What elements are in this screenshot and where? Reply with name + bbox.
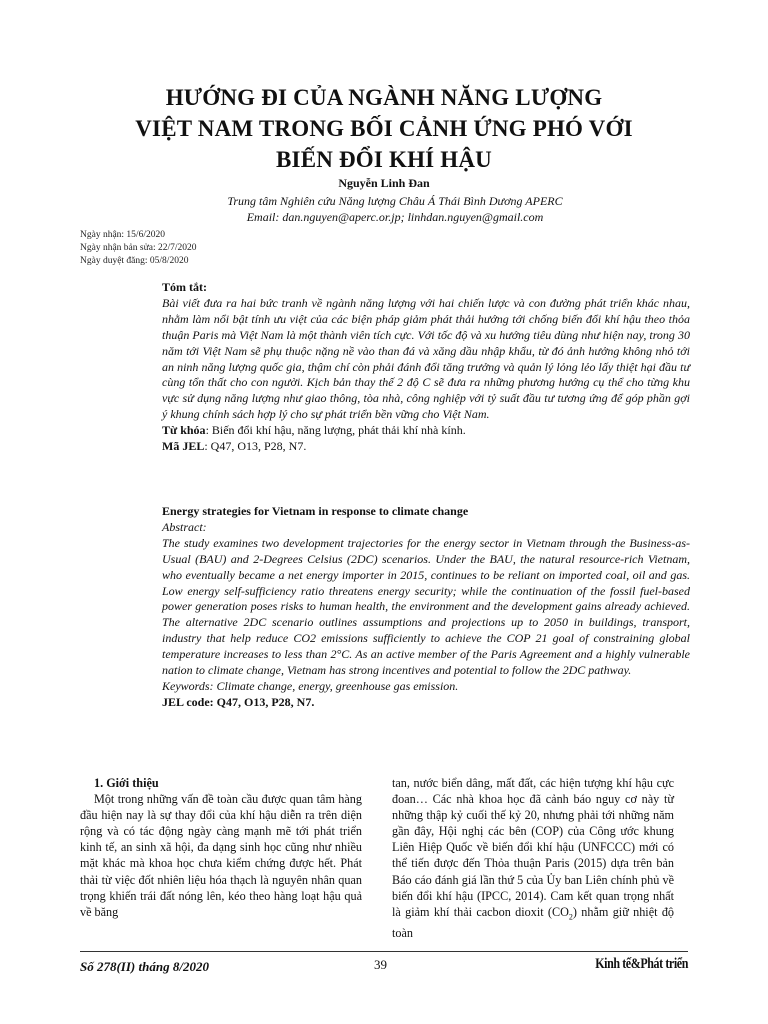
vn-keywords-label: Từ khóa — [162, 423, 206, 438]
title-line-1: HƯỚNG ĐI CỦA NGÀNH NĂNG LƯỢNG — [165, 85, 603, 110]
paper-title — [60, 82, 708, 175]
affiliation: Trung tâm Nghiên cứu Năng lượng Châu Á Thái Bình Dương APERC — [227, 194, 563, 208]
title-line-2: VIỆT NAM TRONG BỐI CẢNH ỨNG PHÓ VỚI — [135, 116, 633, 141]
author-email: Email: dan.nguyen@aperc.or.jp; linhdan.nguyen@gmail.com — [246, 210, 544, 224]
vn-abstract-text: Bài viết đưa ra hai bức tranh về ngành năng lượng với hai chiến lược và con đường phát triển khác nhau, nhằm làm nổi bật tính ưu việt của các biện pháp giảm phát thải hướng tới chống biến đổi khí hậu theo thỏa thuận Paris mà Việt Nam là một thành viên tích cực. Với tốc độ và xu hướng tiêu dùng như hiện nay, trong 30 năm tới Việt Nam sẽ phụ thuộc nặng nề vào than đá và xăng dầu nhập khẩu, từ đó ảnh hưởng không nhỏ tới an ninh năng lượng quốc gia, thậm chí còn phải đánh đổi tăng trưởng và quản lý lỏng lẻo lấy thiệt hại đầu tư cùng tổn thất cho con người. Kịch bản thay thế 2 độ C sẽ đưa ra những phương hướng cụ thể cho từng khu vực sử dụng năng lượng như giao thông, tòa nhà, công nghiệp với tỷ suất đầu tư tương ứng để góp phần gợi ý khung chính sách hợp lý cho sự phát triển bền vững cho Việt Nam. — [162, 295, 690, 422]
vn-jel-text: : Q47, O13, P28, N7. — [204, 439, 307, 454]
date-accepted: Ngày duyệt đăng: 05/8/2020 — [80, 256, 189, 266]
en-abstract-label: Abstract: — [162, 519, 207, 534]
vn-jel — [162, 439, 690, 455]
submission-dates — [80, 229, 197, 268]
intro-right-text-b: ) nhằm giữ nhiệt độ toàn — [392, 904, 675, 941]
journal-name: Kinh tế&Phát triển — [595, 956, 688, 972]
vn-abstract — [162, 280, 690, 455]
vn-keywords-text: : Biến đổi khí hậu, năng lượng, phát thải khí nhà kính. — [205, 423, 466, 438]
title-line-3: BIẾN ĐỔI KHÍ HẬU — [276, 147, 492, 172]
affiliation-block — [0, 193, 768, 225]
intro-right-text-a: tan, nước biển dâng, mất đất, các hiện tượng khí hậu cực đoan… Các nhà khoa học đã cảnh báo nguy cơ này từ những thập kỷ cuối thế kỷ 20, nhưng phải tới những năm gần đây, Hội nghị các bên (COP) của Công ước khung Liên Hiệp Quốc về biến đổi khí hậu (UNFCCC) mới có thể tiến được đến Thỏa thuận Paris (2015) dựa trên bản Báo cáo đánh giá lần thứ 5 của Ủy ban Liên chính phủ về biến đổi khí hậu (IPCC, 2014). Cam kết quan trọng nhất là giảm khí thải cacbon dioxit (CO — [392, 776, 674, 919]
en-title: Energy strategies for Vietnam in response to climate change — [162, 504, 469, 518]
author-name: Nguyễn Linh Đan — [338, 176, 430, 190]
intro-left-column — [80, 775, 362, 920]
date-revised: Ngày nhận bản sửa: 22/7/2020 — [80, 243, 197, 253]
intro-left-text: Một trong những vấn đề toàn cầu được quan tâm hàng đầu hiện nay là sự thay đổi của khí hậu diễn ra trên diện rộng và có tác động ngày càng mạnh mẽ tới phát triển kinh tế, an sinh xã hội, đa dạng sinh học cũng như nhiều mặt khác mà khoa học chưa kiểm chứng được hết. Phát thải từ việc đốt nhiên liệu hóa thạch là nguyên nhân quan trọng khiến trái đất nóng lên, kéo theo hàng loạt hậu quả về băng — [80, 792, 362, 919]
vn-keywords — [162, 423, 690, 439]
date-received: Ngày nhận: 15/6/2020 — [80, 230, 165, 240]
intro-right-column — [392, 775, 674, 941]
issue-number: Số 278(II) tháng 8/2020 — [80, 959, 209, 974]
footer-divider — [80, 951, 688, 952]
vn-jel-label: Mã JEL — [162, 439, 205, 454]
co2-subscript: 2 — [568, 912, 573, 922]
en-jel: JEL code: Q47, O13, P28, N7. — [162, 694, 315, 709]
page-number: 39 — [374, 957, 387, 972]
intro-right-text — [392, 775, 674, 941]
en-abstract-text: The study examines two development trajectories for the energy sector in Vietnam through the Business-as-Usual (BAU) and 2-Degrees Celsius (2DC) scenarios. Under the BAU, the natural resource-rich Vietnam, who eventually became a net energy importer in 2015, continues to be reliant on imported coal, oil and gas. Low energy self-sufficiency ratio threatens energy security; while the continuation of the fossil fuel-based power generation poses risks to human health, the environment and the development gains already achieved. The alternative 2DC scenario outlines assumptions and projections up to 2050 in buildings, transport, industry that help reduce CO2 emissions sufficiently to achieve the COP 21 goal of constraining global temperature increases to less than 2°C. As an active member of the Paris Agreement and a highly vulnerable nation to climate change, Vietnam has strong incentives and potential to follow the 2DC pathway. — [162, 535, 690, 678]
en-abstract — [162, 504, 690, 711]
intro-heading: 1. Giới thiệu — [94, 776, 159, 790]
en-keywords: Keywords: Climate change, energy, greenhouse gas emission. — [162, 678, 459, 693]
vn-abstract-heading: Tóm tắt: — [162, 280, 207, 294]
